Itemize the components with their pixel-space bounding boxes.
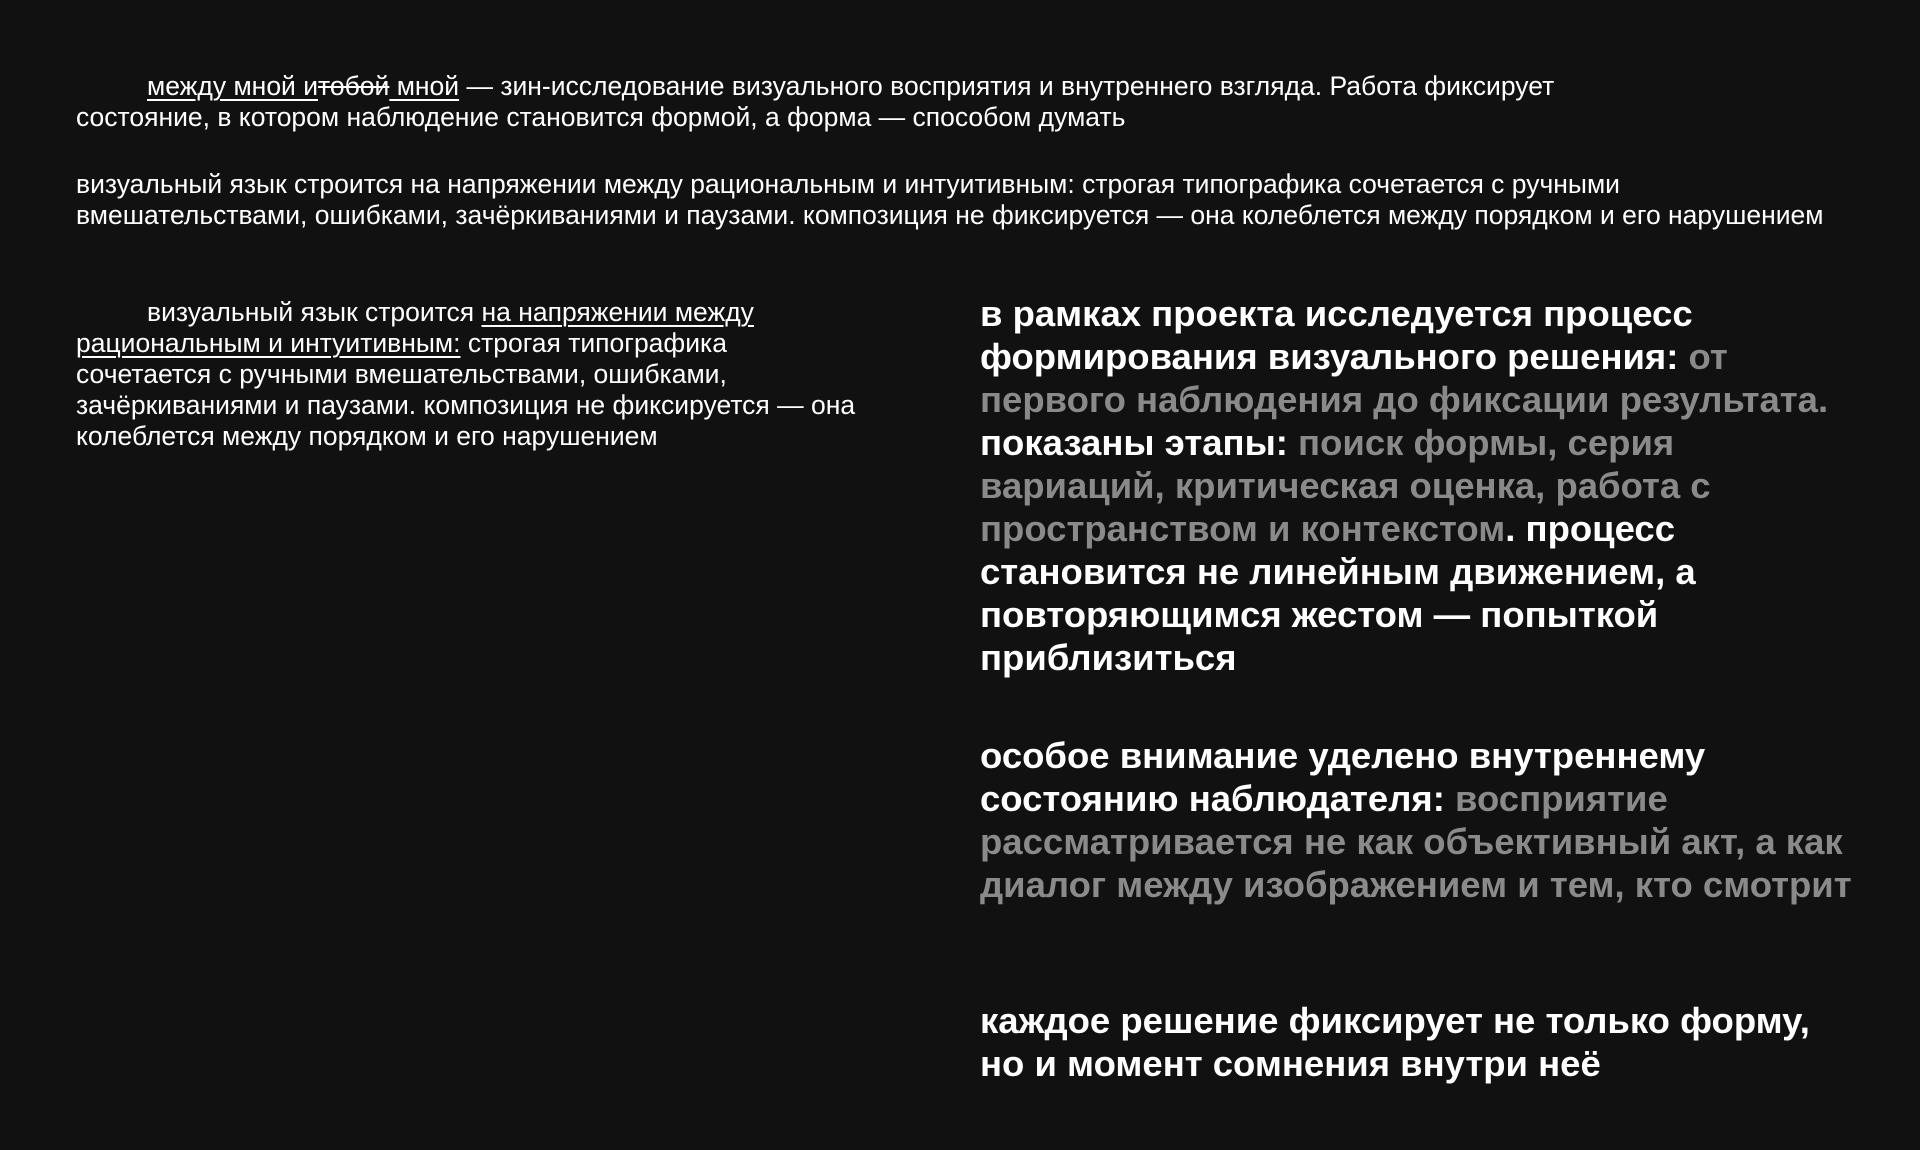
process-text-4: поиск формы, серия вариаций, критическая оценка, работа с пространством и контекстом bbox=[980, 422, 1711, 549]
para3-underlined-phrase: на напряжении между рациональным и интуитивным: bbox=[76, 297, 754, 358]
intro-text-line2: состояние, в котором наблюдение становится формой, а форма — способом думать bbox=[76, 102, 1126, 132]
visual-language-paragraph: визуальный язык строится на напряжении между рациональным и интуитивным: строгая типографика сочетается с ручными вмешательствами, ошибками, зачёркиваниями и паузами. композиция не фиксируется — она колеблется между порядком и его нарушением bbox=[76, 169, 1824, 230]
para3-text-before: визуальный язык строится bbox=[147, 297, 482, 327]
process-text-1: в рамках проекта исследуется процесс формирования визуального решения: bbox=[980, 293, 1693, 377]
process-text-3: показаны этапы: bbox=[980, 422, 1299, 463]
underlined-phrase: между мной и bbox=[147, 71, 319, 101]
struck-word: тобой bbox=[318, 71, 390, 101]
underlined-correction: мной bbox=[389, 71, 460, 101]
observer-paragraph bbox=[980, 734, 1860, 906]
observer-text-1: особое внимание уделено внутреннему состоянию наблюдателя: bbox=[980, 735, 1706, 819]
para3-text-after: строгая типографика сочетается с ручными вмешательствами, ошибками, зачёркиваниями и паузами. композиция не фиксируется — она колеблется между порядком и его нарушением bbox=[76, 328, 856, 451]
visual-language-indented-paragraph bbox=[76, 297, 856, 452]
intro-paragraph bbox=[76, 71, 1836, 133]
process-text-2: от первого наблюдения до фиксации результата. bbox=[980, 336, 1829, 420]
intro-text-line1: — зин-исследование визуального восприятия и внутреннего взгляда. Работа фиксирует bbox=[459, 71, 1555, 101]
decision-paragraph: каждое решение фиксирует не только форму, но и момент сомнения внутри неё bbox=[980, 1000, 1810, 1084]
process-text-5: . процесс становится не линейным движением, а повторяющимся жестом — попыткой приблизиться bbox=[980, 508, 1696, 678]
process-paragraph bbox=[980, 292, 1860, 679]
observer-text-2: восприятие рассматривается не как объективный акт, а как диалог между изображением и тем, кто смотрит bbox=[980, 778, 1852, 905]
